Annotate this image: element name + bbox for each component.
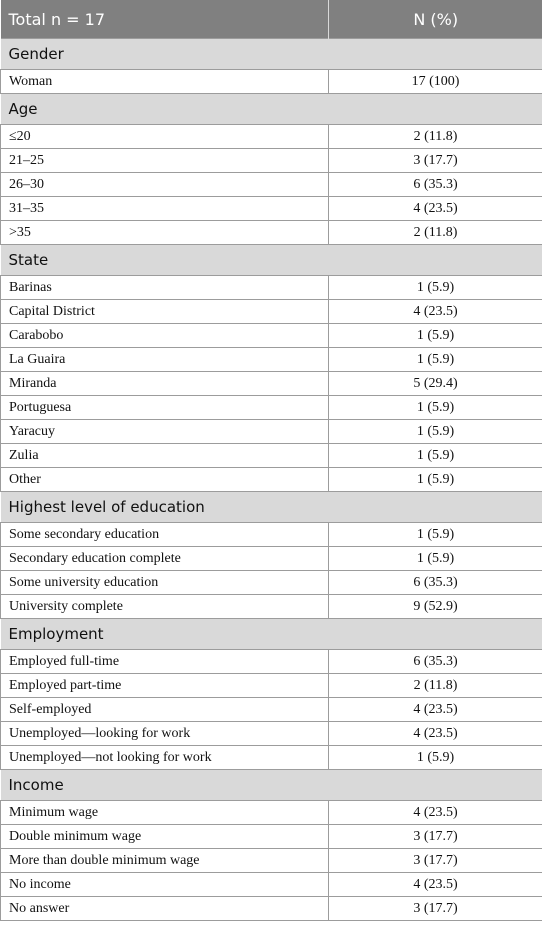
table-row	[1, 372, 542, 396]
table-row	[1, 468, 542, 492]
section-row	[1, 619, 542, 650]
row-value: 1 (5.9)	[329, 324, 542, 348]
row-label: Portuguesa	[1, 396, 329, 420]
table-row	[1, 444, 542, 468]
row-label: Some secondary education	[1, 523, 329, 547]
section-row	[1, 245, 542, 276]
section-title: Gender	[1, 39, 542, 70]
row-label: Carabobo	[1, 324, 329, 348]
row-label: Self-employed	[1, 698, 329, 722]
section-row	[1, 770, 542, 801]
row-value: 1 (5.9)	[329, 348, 542, 372]
row-value: 5 (29.4)	[329, 372, 542, 396]
section-row	[1, 492, 542, 523]
header-n-percent: N (%)	[329, 0, 542, 39]
row-label: Secondary education complete	[1, 547, 329, 571]
row-label: Employed part-time	[1, 674, 329, 698]
row-label: La Guaira	[1, 348, 329, 372]
row-label: Yaracuy	[1, 420, 329, 444]
row-label: Double minimum wage	[1, 825, 329, 849]
table-row	[1, 324, 542, 348]
row-label: 26–30	[1, 173, 329, 197]
row-label: >35	[1, 221, 329, 245]
table-row	[1, 125, 542, 149]
row-value: 2 (11.8)	[329, 125, 542, 149]
row-label: Unemployed—not looking for work	[1, 746, 329, 770]
table-row	[1, 650, 542, 674]
row-value: 3 (17.7)	[329, 849, 542, 873]
row-value: 4 (23.5)	[329, 801, 542, 825]
table-row	[1, 825, 542, 849]
row-value: 4 (23.5)	[329, 873, 542, 897]
table-row	[1, 698, 542, 722]
row-value: 1 (5.9)	[329, 523, 542, 547]
row-value: 3 (17.7)	[329, 149, 542, 173]
row-label: 31–35	[1, 197, 329, 221]
table-row	[1, 571, 542, 595]
row-value: 4 (23.5)	[329, 722, 542, 746]
table-row	[1, 420, 542, 444]
row-value: 2 (11.8)	[329, 674, 542, 698]
section-title: Highest level of education	[1, 492, 542, 523]
section-row	[1, 94, 542, 125]
table-row	[1, 722, 542, 746]
table-body	[1, 39, 542, 921]
section-title: State	[1, 245, 542, 276]
row-label: Capital District	[1, 300, 329, 324]
table-row	[1, 149, 542, 173]
table-row	[1, 221, 542, 245]
row-label: More than double minimum wage	[1, 849, 329, 873]
row-value: 6 (35.3)	[329, 650, 542, 674]
table-row	[1, 674, 542, 698]
row-label: 21–25	[1, 149, 329, 173]
table-row	[1, 300, 542, 324]
row-value: 3 (17.7)	[329, 825, 542, 849]
row-label: Other	[1, 468, 329, 492]
table-row	[1, 396, 542, 420]
row-label: No answer	[1, 897, 329, 921]
row-value: 2 (11.8)	[329, 221, 542, 245]
table-row	[1, 801, 542, 825]
table-row	[1, 523, 542, 547]
row-label: Minimum wage	[1, 801, 329, 825]
row-value: 1 (5.9)	[329, 420, 542, 444]
section-title: Income	[1, 770, 542, 801]
row-label: Miranda	[1, 372, 329, 396]
row-value: 1 (5.9)	[329, 547, 542, 571]
row-value: 1 (5.9)	[329, 468, 542, 492]
row-value: 6 (35.3)	[329, 571, 542, 595]
table-row	[1, 547, 542, 571]
section-title: Age	[1, 94, 542, 125]
row-value: 1 (5.9)	[329, 396, 542, 420]
table-row	[1, 595, 542, 619]
row-value: 4 (23.5)	[329, 197, 542, 221]
table-header-row	[1, 0, 542, 39]
table-row	[1, 873, 542, 897]
row-value: 17 (100)	[329, 70, 542, 94]
row-value: 4 (23.5)	[329, 698, 542, 722]
row-value: 1 (5.9)	[329, 276, 542, 300]
table-row	[1, 70, 542, 94]
section-row	[1, 39, 542, 70]
row-label: University complete	[1, 595, 329, 619]
row-label: Woman	[1, 70, 329, 94]
row-label: Unemployed—looking for work	[1, 722, 329, 746]
header-total: Total n = 17	[1, 0, 329, 39]
row-label: Barinas	[1, 276, 329, 300]
row-value: 1 (5.9)	[329, 746, 542, 770]
row-label: ≤20	[1, 125, 329, 149]
row-value: 1 (5.9)	[329, 444, 542, 468]
section-title: Employment	[1, 619, 542, 650]
table-row	[1, 897, 542, 921]
table-row	[1, 348, 542, 372]
row-label: Zulia	[1, 444, 329, 468]
row-value: 3 (17.7)	[329, 897, 542, 921]
row-label: Some university education	[1, 571, 329, 595]
table-row	[1, 746, 542, 770]
row-value: 6 (35.3)	[329, 173, 542, 197]
row-label: Employed full-time	[1, 650, 329, 674]
table-row	[1, 849, 542, 873]
row-value: 9 (52.9)	[329, 595, 542, 619]
table-row	[1, 173, 542, 197]
table-row	[1, 197, 542, 221]
row-value: 4 (23.5)	[329, 300, 542, 324]
table-row	[1, 276, 542, 300]
row-label: No income	[1, 873, 329, 897]
